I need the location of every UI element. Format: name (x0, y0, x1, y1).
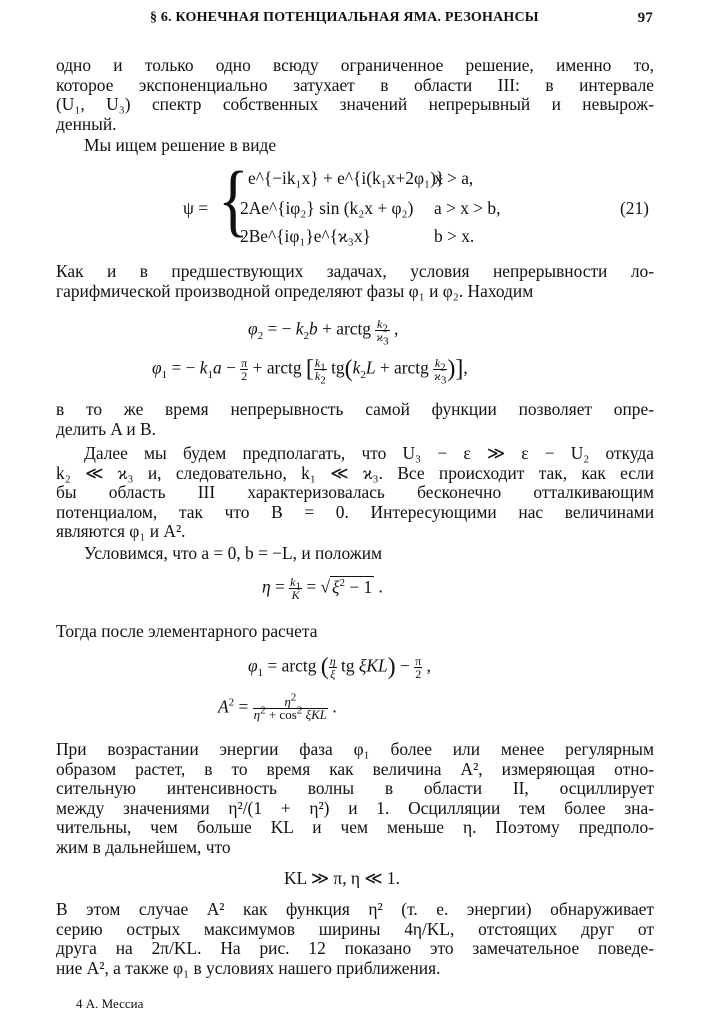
paragraph-6 (56, 544, 654, 564)
text-line: Мы ищем решение в виде (84, 135, 277, 155)
left-brace: { (218, 155, 249, 244)
page-number: 97 (637, 10, 653, 26)
text-line: k₂ ≪ ϰ₃ и, следовательно, k₁ ≪ ϰ₃. Все происходит так, как если (56, 462, 654, 483)
equation-condition: KL ≫ π, η ≪ 1. (284, 868, 400, 888)
psi-lhs: ψ = (183, 198, 209, 218)
text-line: ние A², а также φ₁ в условиях нашего приближения. (56, 957, 441, 978)
text-line: Условимся, что a = 0, b = −L, и положим (84, 543, 383, 563)
running-header (150, 10, 653, 32)
text-line: одно и только одно всюду ограниченное решение, именно то, (56, 55, 654, 75)
text-line: жим в дальнейшем, что (56, 836, 231, 857)
paragraph-1 (56, 56, 654, 134)
equation-number: (21) (620, 198, 649, 218)
section-title: § 6. КОНЕЧНАЯ ПОТЕНЦИАЛЬНАЯ ЯМА. РЕЗОНАНСЫ (150, 10, 539, 25)
text-line: бы область III характеризовалась бесконечно отталкивающим (56, 482, 654, 502)
text-line: Тогда после элементарного расчета (56, 621, 318, 641)
text-line: делить A и B. (56, 418, 156, 439)
text-line: которое экспоненциально затухает в области III: в интервале (56, 74, 654, 95)
text-line: в то же время непрерывность самой функции позволяет опре- (56, 399, 654, 419)
case-3: 2Be^{iφ₁}e^{ϰ₃x} (240, 226, 371, 246)
case-2-condition: a > x > b, (434, 198, 501, 218)
text-line: Далее мы будем предполагать, что U₃ − ε ≫ ε − U₂ откуда (84, 443, 654, 463)
text-line: между значениями η²/(1 + η²) и 1. Осцилляции тем более зна- (56, 797, 654, 818)
paragraph-5 (56, 444, 654, 542)
text-line: (U₁, U₃) спектр собственных значений непрерывный и невырож- (56, 94, 654, 114)
signature-footer: 4 А. Мессиа (76, 996, 144, 1011)
case-1-condition: x > a, (434, 168, 474, 188)
paragraph-2 (56, 136, 654, 156)
text-line: денный. (56, 113, 117, 134)
text-line: гарифмической производной определяют фазы φ₁ и φ₂. Находим (56, 280, 534, 301)
equation-eta: η = $\frac{k_1}{K}$ = √ $\xi^2 - 1$ . (262, 575, 383, 602)
text-line: образом растет, в то время как величина A², измеряющая отно- (56, 758, 654, 779)
text-line: сительную интенсивность волны в области II, осциллирует (56, 778, 654, 798)
case-1: e^{−ik₁x} + e^{i(k₁x+2φ₁)} (248, 168, 445, 188)
text-line: потенциалом, так что B = 0. Интересующими нас величинами (56, 501, 654, 522)
case-3-condition: b > x. (434, 226, 475, 246)
text-line: являются φ₁ и A². (56, 521, 186, 541)
paragraph-8 (56, 740, 654, 857)
equation-phi1-result: $\varphi_1$ = arctg ( $\frac{\eta}{\xi}$ tg ξKL) − $\frac{\pi}{2}$ , (248, 654, 431, 681)
text-line: друга на 2π/KL. На рис. 12 показано это замечательное поведе- (56, 938, 654, 958)
equation-phi1: $\varphi_1$ = − $k_1a$ − $\frac{\pi}{2}$ + arctg [ $\frac{k_1}{k_2}$ $tg(k_2L$ + arctg $\frac{k_2}{ϰ_3}$ )], (152, 356, 468, 387)
paragraph-7 (56, 622, 654, 642)
paragraph-9 (56, 900, 654, 978)
text-line: чительны, чем больше KL и чем меньше η. Поэтому предполо- (56, 817, 654, 837)
paragraph-4 (56, 400, 654, 439)
case-2: 2Ae^{iφ₂} sin (k₂x + φ₂) (240, 198, 414, 218)
text-line: В этом случае A² как функция η² (т. е. энергии) обнаруживает (56, 899, 654, 919)
text-line: Как и в предшествующих задачах, условия непрерывности ло- (56, 261, 654, 281)
paragraph-3 (56, 262, 654, 301)
equation-phi2: $\varphi_2$ = − $k_2b$ + arctg $\frac{k_2}{ϰ_3}$ , (248, 317, 399, 348)
equation-a2: $A^2$ = $\frac{\eta^2}{\eta^2 + \cos^2 \xi KL}$ . (218, 691, 337, 722)
text-line: При возрастании энергии фаза φ₁ более или менее регулярным (56, 739, 654, 759)
text-line: серию острых максимумов ширины 4η/KL, отстоящих друг от (56, 918, 654, 939)
